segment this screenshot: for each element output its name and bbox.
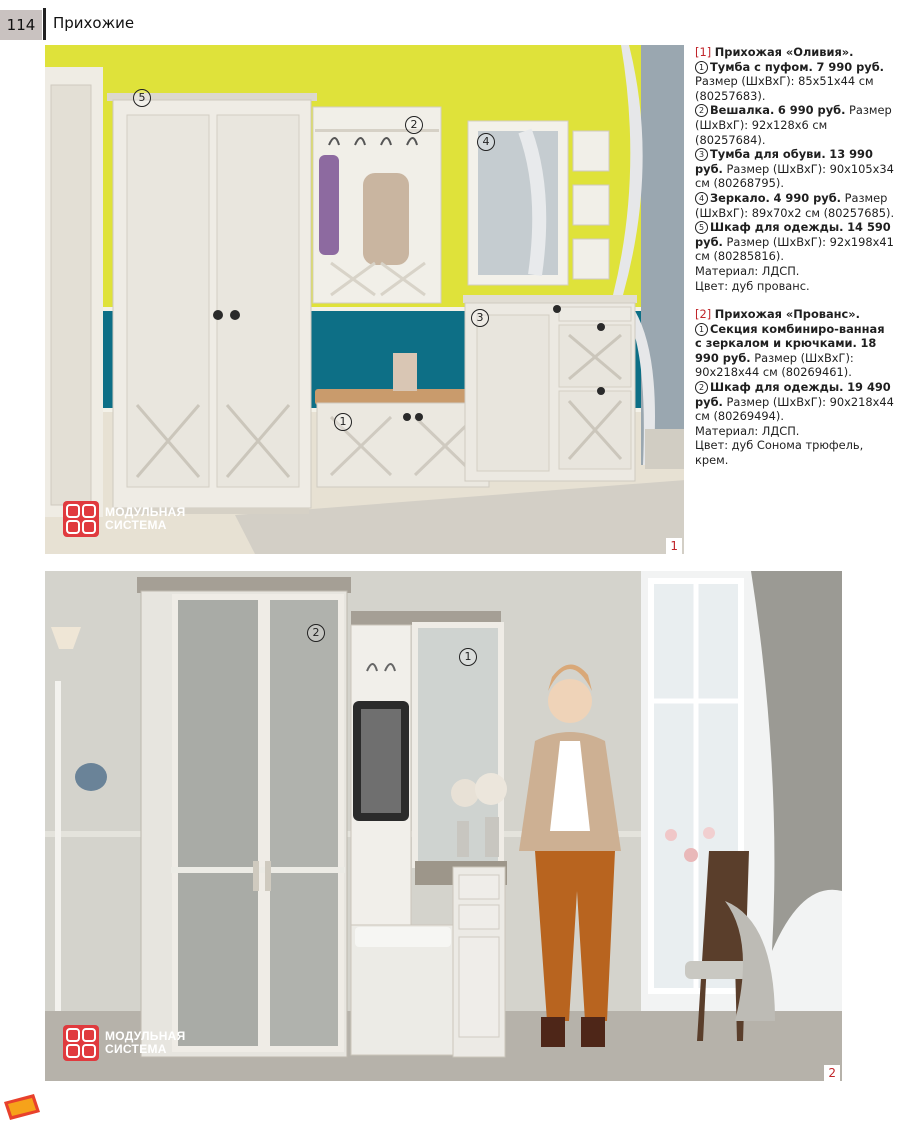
provence-material: Материал: ЛДСП. bbox=[695, 423, 800, 438]
provence-heading bbox=[695, 307, 895, 322]
item-number-icon: 2 bbox=[695, 104, 708, 117]
item-number-icon: 5 bbox=[695, 221, 708, 234]
item-size: Размер (ШхВхГ): 92х198х41 см bbox=[695, 234, 894, 264]
provence-title: Прихожая «Прованс». bbox=[714, 307, 860, 322]
item-number-icon: 1 bbox=[695, 61, 708, 74]
badge-line-2: СИСТЕМА bbox=[105, 518, 167, 532]
item-name: Шкаф для одежды. bbox=[710, 380, 844, 395]
modular-system-icon bbox=[63, 1025, 99, 1061]
olivia-item-1 bbox=[695, 60, 895, 104]
item-size: Размер (ШхВхГ): 90х218х44 см bbox=[695, 350, 854, 380]
item-code: (80269494). bbox=[713, 409, 784, 424]
item-name: Зеркало. bbox=[710, 190, 770, 205]
item-number-icon: 1 bbox=[695, 323, 708, 336]
item-code: (80268795). bbox=[713, 176, 784, 191]
item-code: (80285816). bbox=[713, 249, 784, 264]
item-name: Шкаф для одежды. bbox=[710, 220, 844, 235]
item-name: Секция комбиниро-ванная с зеркалом и крючками. bbox=[695, 321, 885, 351]
provence-item-1 bbox=[695, 322, 895, 380]
store-logo-icon bbox=[4, 1094, 40, 1120]
photo-provence-illustration bbox=[45, 571, 842, 1081]
item-code: (80257683). bbox=[695, 88, 766, 103]
callout-olivia-4: 4 bbox=[477, 133, 495, 151]
olivia-item-5 bbox=[695, 220, 895, 264]
callout-olivia-5: 5 bbox=[133, 89, 151, 107]
page-number: 114 bbox=[0, 10, 42, 40]
olivia-item-2 bbox=[695, 103, 895, 147]
olivia-item-3 bbox=[695, 147, 895, 191]
olivia-ref: [1] bbox=[695, 45, 712, 59]
item-number-icon: 4 bbox=[695, 192, 708, 205]
section-title: Прихожие bbox=[53, 14, 135, 32]
badge-line-2: СИСТЕМА bbox=[105, 1042, 167, 1056]
modular-system-icon bbox=[63, 501, 99, 537]
item-size: Размер (ШхВхГ): 89х70х2 см bbox=[695, 190, 888, 220]
item-code: (80269461). bbox=[781, 365, 852, 380]
modular-system-badge bbox=[63, 1025, 186, 1061]
item-number-icon: 3 bbox=[695, 148, 708, 161]
item-number-icon: 2 bbox=[695, 381, 708, 394]
photo-tag-2: 2 bbox=[824, 1065, 840, 1081]
item-price: 13 990 руб. bbox=[695, 147, 873, 176]
callout-olivia-3: 3 bbox=[471, 309, 489, 327]
item-size: Размер (ШхВхГ): 90х105х34 см bbox=[695, 161, 894, 191]
callout-provence-1: 1 bbox=[459, 648, 477, 666]
photo-provence-hallway bbox=[45, 571, 842, 1081]
provence-ref: [2] bbox=[695, 307, 712, 322]
item-name: Вешалка. bbox=[710, 103, 775, 118]
callout-olivia-2: 2 bbox=[405, 116, 423, 134]
photo-tag-1: 1 bbox=[666, 538, 682, 554]
olivia-item-4 bbox=[695, 191, 895, 220]
item-price: 19 490 руб. bbox=[695, 380, 891, 409]
provence-color: Цвет: дуб Сонома трюфель, крем. bbox=[695, 438, 864, 468]
photo-olivia-hallway bbox=[45, 45, 684, 554]
callout-provence-2: 2 bbox=[307, 624, 325, 642]
item-name: Тумба с пуфом. bbox=[710, 59, 813, 74]
product-descriptions bbox=[695, 45, 895, 468]
callout-olivia-1: 1 bbox=[334, 413, 352, 431]
header-divider bbox=[43, 8, 46, 40]
provence-item-2 bbox=[695, 380, 895, 424]
item-price: 4 990 руб. bbox=[773, 190, 842, 205]
modular-system-badge bbox=[63, 501, 186, 537]
olivia-title: Прихожая «Оливия». bbox=[714, 45, 854, 59]
badge-line-1: МОДУЛЬНАЯ bbox=[105, 505, 186, 519]
item-price: 18 990 руб. bbox=[695, 336, 877, 365]
badge-line-1: МОДУЛЬНАЯ bbox=[105, 1029, 186, 1043]
olivia-heading bbox=[695, 45, 895, 60]
item-code: (80257684). bbox=[695, 132, 766, 147]
item-size: Размер (ШхВхГ): 92х128х6 см bbox=[695, 103, 892, 132]
item-size: Размер (ШхВхГ): 90х218х44 см bbox=[695, 394, 894, 424]
item-price: 7 990 руб. bbox=[816, 59, 885, 74]
item-price: 14 590 руб. bbox=[695, 220, 891, 249]
item-code: (80257685). bbox=[823, 205, 895, 220]
item-size: Размер (ШхВхГ): 85х51х44 см bbox=[695, 74, 874, 89]
photo-olivia-illustration bbox=[45, 45, 684, 554]
item-name: Тумба для обуви. bbox=[710, 147, 826, 162]
olivia-material: Материал: ЛДСП. bbox=[695, 263, 800, 278]
olivia-color: Цвет: дуб прованс. bbox=[695, 278, 810, 293]
item-price: 6 990 руб. bbox=[777, 103, 846, 118]
